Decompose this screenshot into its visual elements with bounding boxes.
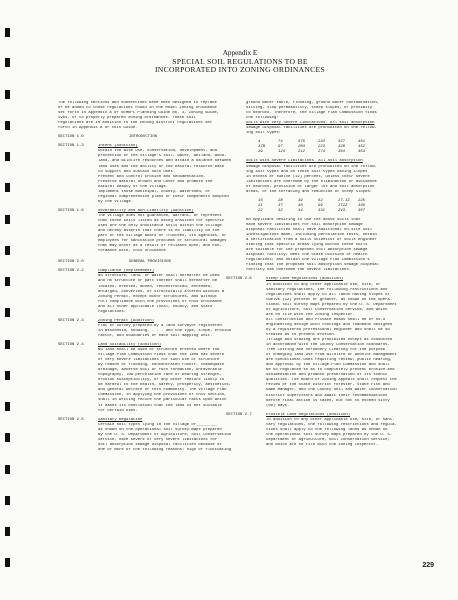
soil-code: 74	[278, 140, 283, 145]
punch-mark	[5, 58, 10, 67]
section-body	[98, 269, 224, 314]
body-line: areas, or the terracing and reduction of steep slopes:	[246, 189, 373, 194]
section-line: Zoning Permit, except minor structures, and without	[98, 294, 218, 299]
soil-code: 99	[318, 203, 323, 208]
section-number: SECTION 2.2	[58, 269, 84, 274]
section-body	[98, 319, 231, 339]
page-number: 229	[422, 562, 434, 569]
body-line: are suitable for the proposed soil absorption sewage	[246, 248, 368, 253]
section-line: or very severe limitations for such use or structure	[98, 358, 220, 363]
section-line: before final action is taken, but not to exceed sixty	[266, 398, 390, 403]
body-line: disposal facilities shall have additional on-site soil	[246, 228, 373, 233]
very-severe-soil-table	[246, 140, 436, 155]
section-line: in Wisconsin, showing, . . . and the type, slope, erosion	[98, 328, 232, 333]
section-line: of changing land use from wildlife or woodlot management	[266, 353, 397, 358]
section-body	[98, 144, 231, 205]
section-line: land, and wildlife resources and attain a balance between	[98, 159, 232, 164]
section-line: review of the State District Forester, State Fish and	[266, 383, 390, 388]
section-line: part of the Village Board of Trustees, its agencies, or	[98, 234, 227, 239]
section-line: factor, and boundaries of each soil mapping unit.	[98, 333, 213, 338]
body-line: silting, slow permeability, steep slopes, or proximity	[246, 106, 373, 111]
section-line: All Construction and Private Roads shall be of so-d	[266, 317, 386, 322]
soil-code: 124	[278, 150, 286, 155]
body-line: regulations; and obtain the Village Plan Commission's	[246, 258, 370, 263]
section-subtitle: Zoning Permit (Addition)	[98, 318, 155, 323]
section-number: SECTION 2.3	[58, 318, 84, 323]
section-line: Obtain the Wise Use, conservation, development, and	[98, 149, 218, 154]
section-line: formance with, this Ordinance.	[98, 249, 169, 254]
section-block	[58, 269, 238, 314]
section-line: Implement those municipal, county, watershed, or	[98, 189, 211, 194]
soil-code: 331	[318, 208, 326, 213]
section-line: shall in writing recite the particular facts upon which	[98, 398, 227, 403]
section-line: sedimentation and promote preservation of its scenic	[266, 373, 388, 378]
section-subtitle: Intent (Addition)	[98, 144, 138, 149]
section-title: GENERAL PROVISIONS	[129, 260, 172, 265]
section-line: and which are on file with the Zoning Inspector.	[266, 442, 379, 447]
section-line: No land shall be used or structure erected where the	[98, 348, 220, 353]
section-line: by the Village.	[98, 199, 134, 204]
section-number: SECTION 2.0	[58, 260, 84, 265]
page-title-line-2: INCORPORATED INTO ZONING ORDINANCES	[154, 65, 326, 74]
section-line: that may occur as a result of reliance upon, and con-	[98, 244, 222, 249]
body-line: to bedrock. Therefore, the Village Plan Commission finds	[246, 111, 377, 116]
punch-mark	[5, 433, 10, 442]
soil-code: 452	[358, 145, 366, 150]
intro-line: 1964, or to properly prepared zoning ordinances. These soil	[58, 116, 196, 121]
section-line: In addition to any other applicable use, site, or sani-	[266, 417, 395, 422]
section-block	[58, 209, 238, 254]
body-line: in excess of twelve (12) percent, unless their severe	[246, 174, 370, 179]
section-line: tional soil survey maps prepared by the U. S. Department	[266, 302, 397, 307]
section-line: qualities. The Board of Zoning Appeals shall request the	[266, 378, 397, 383]
section-subtitle: Steep Land Regulations (Addition)	[266, 277, 344, 282]
section-line: natural beauty of the Village.	[98, 184, 169, 189]
soil-code: 37	[278, 203, 283, 208]
soil-code: 16	[258, 198, 263, 203]
section-line: soil absorption sewage disposal facilities because of	[98, 442, 222, 447]
severe-limitations-paragraph	[246, 159, 436, 194]
section-line: Commission, in applying the provisions of this section,	[98, 393, 227, 398]
section-heading	[58, 260, 238, 265]
section-line: by reason of flooding, concentrated runoff, inadequate	[98, 363, 225, 368]
section-body	[98, 418, 231, 453]
soil-code: 327	[338, 140, 346, 145]
section-line: drainage, adverse soil or rock formation, unfavorable	[98, 368, 222, 373]
soil-code: 39	[298, 198, 303, 203]
section-block	[58, 343, 238, 414]
soil-code: 22	[258, 208, 263, 213]
soil-code: 223	[318, 145, 326, 150]
soil-code: 40	[298, 203, 303, 208]
section-line: to support and sustain such uses.	[98, 169, 176, 174]
section-line: Plat of Survey prepared by a land surveyor registered	[98, 323, 222, 328]
soil-code: 32	[278, 208, 283, 213]
body-line: the following:	[246, 116, 279, 121]
section-subtitle: Severability and Non-Liability (Addition)	[98, 208, 194, 213]
soil-code: 27.IZ	[338, 198, 350, 203]
body-line: stating that specific areas lying within these soils	[246, 243, 368, 248]
body-line: a certification from a soils scientist or soils engineer	[246, 238, 377, 243]
punch-mark	[5, 402, 10, 411]
soil-code: 62	[318, 198, 323, 203]
intro-paragraph	[58, 101, 238, 131]
section-line: Game Manager, and the County Soil and Water Conservation	[266, 388, 397, 393]
section-line: tions shall apply to the following lands as shown on	[266, 427, 388, 432]
section-line: full compliance with the provisions of this Ordinance	[98, 299, 222, 304]
punch-mark	[5, 558, 10, 567]
section-block	[226, 277, 436, 408]
section-line: enlarged, converted, or structurally altered without a	[98, 289, 225, 294]
section-line: erosion susceptibility, or any other feature likely to	[98, 378, 225, 383]
body-line: of bedrock, provision of larger lot and soil absorption	[246, 184, 375, 189]
punch-mark	[5, 340, 10, 349]
section-line: the operational soil survey maps prepared by the U. S.	[266, 432, 393, 437]
section-line: of Agriculture, Soil Conservation Service, and which	[266, 307, 388, 312]
soil-code: 37S	[298, 140, 306, 145]
severe-soil-table	[246, 199, 436, 214]
section-line: be harmful to the health, safety, prosperity, aesthetics,	[98, 383, 232, 388]
soil-code: 454	[358, 150, 366, 155]
section-heading	[58, 135, 238, 140]
soil-code: 2V3.	[338, 208, 348, 213]
soil-code: 212	[298, 150, 306, 155]
body-line: ing soil types and on those soil types having slopes	[246, 169, 368, 174]
body-line: investigations made, including percolation tests, obtain	[246, 233, 377, 238]
section-line: and no structure or part thereof shall hereafter be	[98, 279, 218, 284]
appendix-label: Appendix E	[222, 49, 258, 57]
punch-mark	[5, 371, 10, 380]
section-number: SECTION 1.3	[58, 144, 84, 149]
section-subtitle: Land Suitability (Addition)	[98, 342, 162, 347]
section-line: protection of the Village's soil, water, wetland, wood-	[98, 154, 227, 159]
section-line: be so regulated so as to completely prevent erosion and	[266, 368, 395, 373]
section-block	[58, 418, 238, 453]
punch-mark	[5, 183, 10, 192]
section-line: engineering design with footings and roadbeds designed	[266, 322, 393, 327]
soil-code: 28	[278, 198, 283, 203]
section-body	[266, 413, 397, 448]
section-line: are on file with the Zoning Inspector.	[266, 312, 355, 317]
right-column	[226, 101, 436, 448]
section-line: sanitary regulations, the following restrictions and	[266, 287, 388, 292]
soil-code: IT2Z	[338, 203, 348, 208]
soil-code: 328	[338, 145, 346, 150]
section-number: SECTION 2.6	[226, 277, 252, 282]
punch-mark	[5, 527, 10, 536]
section-number: SECTION 2.5	[58, 417, 84, 422]
section-line: employees for sanitation problems or structural damages	[98, 239, 227, 244]
intro-line: The following sections and subsections have been designed to replace	[58, 101, 217, 105]
section-line: Preserve Natural Growth and Cover and promote the	[98, 179, 213, 184]
section-line: located, erected, moved, reconstructed, extended,	[98, 284, 213, 289]
section-number: SECTION 2.7	[226, 412, 252, 417]
soil-code: 367	[358, 208, 366, 213]
sanitary-continued	[246, 101, 436, 136]
section-line: Tree Cutting and Shrubbery Clearing for the purpose	[266, 348, 386, 353]
section-line: and approval by the Village Plan Commission and shall	[266, 363, 390, 368]
body-line: An Applicant desiring to use the above soils that	[246, 217, 361, 222]
section-body	[98, 343, 231, 414]
section-line: regional comprehensive plans or their components adopted	[98, 194, 229, 199]
section-line: The Village does not guarantee, warrant, or represent	[98, 213, 222, 218]
section-line: treated as to prevent erosion.	[266, 332, 337, 337]
punch-mark	[5, 465, 10, 474]
punch-mark	[5, 246, 10, 255]
section-subtitle: Compliance (Replacement)	[98, 269, 155, 274]
soil-code: 274	[318, 150, 326, 155]
section-body	[98, 209, 226, 254]
body-line: ing soil types:	[246, 131, 282, 136]
soil-code: 44	[298, 208, 303, 213]
section-line: it bases its conclusion that the land is not suitable	[98, 403, 222, 408]
soil-code: 21	[258, 203, 263, 208]
section-line: (60) days.	[266, 403, 290, 408]
section-line: topography, low percolation rate or bearing strength,	[98, 373, 222, 378]
section-line: by a registered professional engineer and shall be so	[266, 327, 390, 332]
punch-mark	[5, 90, 10, 99]
body-line: ground water table, flooding, ground water contamination,	[246, 101, 380, 105]
section-line: and all other applicable local, county, and state	[98, 304, 213, 309]
body-line: Soils with Severe Limitations. All soil absorption	[246, 159, 363, 164]
left-column	[58, 101, 238, 453]
section-block	[58, 144, 238, 205]
section-line: in accordance with the County Conservation Standards.	[266, 343, 390, 348]
section-number: SECTION 2.4	[58, 342, 84, 347]
section-line: Department of Agriculture, Soil Conservation Service,	[266, 437, 390, 442]
section-number: SECTION 1.0	[58, 135, 84, 140]
page-title-line-1: SPECIAL SOIL REGULATIONS TO BE	[172, 56, 308, 66]
section-line: Certain soil types lying in the Village of_________	[98, 422, 218, 427]
punch-mark	[5, 121, 10, 130]
section-line: for certain uses.	[98, 408, 138, 413]
section-block	[58, 319, 238, 339]
body-line: finding that the proposed soil absorption sewage disposal	[246, 263, 380, 268]
soil-code: 39	[258, 150, 263, 155]
page-header	[40, 49, 440, 75]
section-line: No structure, land, or water shall hereafter be used	[98, 274, 220, 279]
body-line: sewage disposal facilities are prohibited on the follow-	[246, 164, 377, 169]
intro-line: or be added to those regulations found in the Model Zoning Ordinance	[58, 106, 217, 111]
section-line: regulations.	[98, 309, 127, 314]
section-body	[266, 277, 397, 408]
soil-code: 97	[278, 145, 283, 150]
section-line: Service, have severe or very severe limitations for	[98, 437, 218, 442]
punch-mark	[5, 152, 10, 161]
body-line: disposal facility; meet the State Division of Health	[246, 253, 368, 258]
section-line: Village Plan Commission finds that the land has severe	[98, 353, 225, 358]
body-line: facility has overcome the severe limitations.	[246, 268, 352, 273]
section-line: twelve (12) percent or greater, as shown on the opera-	[266, 297, 393, 302]
section-line: by the U. S. Department of Agriculture, Soil Conservation	[98, 432, 232, 437]
body-line: Soils with Very Severe Limitations. All soil absorption	[246, 121, 375, 126]
body-line: limitations are overcome by the elimination or avoidance	[246, 179, 377, 184]
section-block	[226, 413, 436, 448]
punch-mark	[5, 277, 10, 286]
soil-code: 203	[298, 145, 306, 150]
section-title: INTRODUCTION	[129, 135, 158, 140]
soil-code: 451	[358, 140, 366, 145]
section-number: SECTION 1.6	[58, 208, 84, 213]
soil-code: 225	[358, 198, 366, 203]
soil-code: 4	[258, 140, 261, 145]
section-line: Prevent and Control Erosion and sedimentation.	[98, 174, 206, 179]
section-line: District Supervisors and await their recommendations	[266, 393, 388, 398]
section-line: are conditional uses requiring review, public hearing,	[266, 358, 393, 363]
section-line: as shown on the operational soil survey maps prepared	[98, 427, 222, 432]
soil-code: 336	[358, 203, 366, 208]
section-line: Tillage and Grazing are prohibited except as conducted	[266, 338, 393, 343]
section-line: land uses and the ability of the natural resource base	[98, 164, 225, 169]
punch-mark	[5, 28, 10, 37]
soil-code: 233	[318, 140, 326, 145]
intro-line: forth in Appendix B of this Guide.	[58, 126, 138, 131]
soil-code: 37B	[258, 145, 266, 150]
applicant-paragraph	[246, 218, 436, 274]
punch-mark	[5, 308, 10, 317]
section-line: that those soils listed as being unsuited for specific	[98, 218, 225, 223]
soil-code: 364	[338, 150, 346, 155]
section-subtitle: Erodible Land Regulations (Addition)	[266, 412, 351, 417]
intro-line: regulations are in addition to the zoning district regulations set	[58, 121, 213, 126]
section-line: one or more of the following reasons: high or fluctuating	[98, 447, 232, 452]
punch-mark	[5, 215, 10, 224]
section-line: In addition to any other applicable use, site, or	[266, 282, 381, 287]
section-line: tary regulations, the following restrictions and regula-	[266, 422, 397, 427]
section-line: uses are the only unsuitable soils within the Village	[98, 224, 222, 229]
punch-mark	[5, 496, 10, 505]
section-line: and general welfare of this community. The Village Plan	[98, 388, 227, 393]
intro-line: set forth in Appendix A of SEMRPC Planning Guide No. 3, Zoning Guide,	[58, 111, 220, 116]
body-line: sewage disposal facilities are prohibited on the follow-	[246, 126, 377, 131]
section-line: and hereby asserts that there is no liability on the	[98, 229, 220, 234]
body-line: have severe limitations for soil absorption sewage	[246, 222, 363, 227]
section-line: regulations shall apply to all lands having slopes of	[266, 292, 390, 297]
section-subtitle: Sanitary Regulation	[98, 417, 143, 422]
